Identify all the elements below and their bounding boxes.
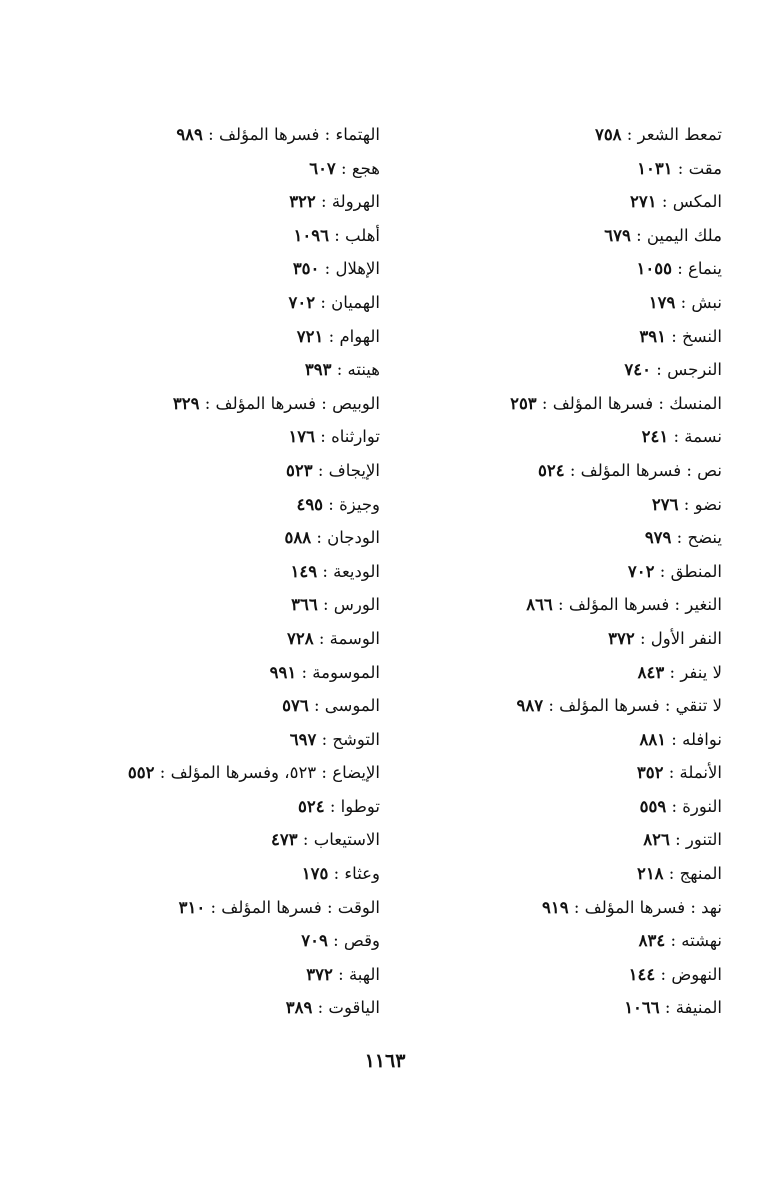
index-entry [40, 219, 380, 253]
entry-page: ٤٧٣ [271, 830, 298, 850]
entry-term: المنهج : [668, 864, 722, 884]
entry-term: المنيفة : [664, 998, 722, 1018]
index-entry [392, 891, 722, 925]
index-entry [392, 320, 722, 354]
index-entry [40, 790, 380, 824]
index-entry [392, 521, 722, 555]
entry-term: المكس : [661, 192, 722, 212]
entry-page: ٣٧٢ [306, 964, 333, 984]
index-entry [392, 152, 722, 186]
entry-term: الإهلال : [324, 259, 380, 279]
entry-page: ٥٥٩ [639, 796, 667, 816]
index-entry [40, 286, 380, 320]
entry-page: ٩٩١ [269, 662, 297, 682]
index-entry [392, 823, 722, 857]
index-entry [392, 924, 722, 958]
entry-page: ١٠٦٦ [624, 998, 660, 1018]
index-entry [40, 185, 380, 219]
entry-page: ٥٢٣ [285, 460, 313, 480]
entry-term: الودجان : [316, 528, 380, 548]
entry-term: ملك اليمين : [636, 225, 722, 245]
entry-page: ١٤٩ [290, 561, 318, 581]
index-entry [392, 387, 722, 421]
index-entry [392, 219, 722, 253]
entry-page: ٤٩٥ [296, 494, 324, 514]
entry-term: نسمة : [673, 427, 722, 447]
index-entry [40, 353, 380, 387]
entry-term: وقص : [333, 931, 380, 951]
entry-page: ٨٨١ [639, 729, 667, 749]
entry-term: التنور : [675, 830, 722, 850]
index-column-right [392, 118, 722, 1025]
entry-term: الورس : [322, 595, 380, 615]
entry-term: هينته : [336, 360, 380, 380]
index-entry [40, 756, 380, 790]
entry-page: ٦٠٧ [309, 158, 336, 178]
index-entry [392, 991, 722, 1025]
index-entry [40, 656, 380, 690]
entry-page: ٦٧٩ [604, 225, 631, 245]
index-entry [40, 521, 380, 555]
entry-page: ٣٧٢ [608, 628, 635, 648]
entry-page: ٩٨٧ [516, 696, 544, 716]
entry-term: الأنملة : [668, 763, 722, 783]
entry-term: التوشح : [321, 729, 380, 749]
entry-page: ٧٠٩ [301, 931, 328, 951]
entry-page: ١٧٦ [288, 427, 316, 447]
index-entry [40, 588, 380, 622]
index-entry [40, 723, 380, 757]
entry-page: ١٠٩٦ [293, 225, 329, 245]
entry-page: ٧٤٠ [624, 360, 652, 380]
entry-page: ٢٧١ [630, 192, 657, 212]
index-entry [40, 622, 380, 656]
entry-term: الاستيعاب : [302, 830, 380, 850]
entry-page: ٧٢٨ [287, 628, 314, 648]
index-entry [392, 857, 722, 891]
entry-page: ١٠٣١ [637, 158, 673, 178]
index-entry [40, 991, 380, 1025]
page-number: ١١٦٣ [364, 1050, 406, 1072]
entry-term: نهد : فسرها المؤلف : [573, 897, 722, 917]
index-entry [40, 958, 380, 992]
entry-term: توارثناه : [320, 427, 380, 447]
entry-page: ٥٢٤ [538, 460, 565, 480]
index-entry [392, 958, 722, 992]
entry-page: ١٠٥٥ [636, 259, 672, 279]
index-entry [40, 689, 380, 723]
entry-page: ٥٧٦ [282, 696, 309, 716]
index-entry [392, 555, 722, 589]
entry-term: المنسك : فسرها المؤلف : [541, 393, 722, 413]
entry-page: ٣٢٩ [172, 393, 200, 413]
entry-term: لا ينفر : [669, 662, 722, 682]
entry-term: أهلب : [334, 225, 380, 245]
entry-page: ٣٨٩ [285, 998, 313, 1018]
entry-term: المنطق : [659, 561, 722, 581]
entry-page: ٩١٩ [541, 897, 569, 917]
index-entry [392, 488, 722, 522]
entry-page: ٢٤١ [641, 427, 669, 447]
entry-term: مقت : [677, 158, 722, 178]
entry-term: الهرولة : [321, 192, 380, 212]
entry-term: هجع : [341, 158, 380, 178]
entry-page: ٧٢١ [296, 326, 324, 346]
entry-term: الوبيص : فسرها المؤلف : [204, 393, 380, 413]
index-entry [40, 857, 380, 891]
index-entry [40, 320, 380, 354]
entry-term: الوديعة : [322, 561, 380, 581]
index-entry [392, 622, 722, 656]
entry-term: لا تنقي : فسرها المؤلف : [548, 696, 722, 716]
entry-term: تمعط الشعر : [626, 125, 722, 144]
index-entry [40, 891, 380, 925]
entry-page: ٥٢٤ [297, 796, 325, 816]
entry-term: الوسمة : [318, 628, 380, 648]
entry-page: ٧٠٢ [288, 292, 316, 312]
index-entry [40, 823, 380, 857]
index-entry [40, 555, 380, 589]
entry-page: ٣٢٢ [289, 192, 316, 212]
index-entry [40, 454, 380, 488]
entry-page: ٩٧٩ [644, 528, 672, 548]
entry-term: النفر الأول : [639, 628, 722, 648]
entry-page: ٣٥٠ [292, 259, 320, 279]
entry-page: ٨٦٦ [526, 595, 553, 615]
entry-term: النسخ : [671, 326, 722, 346]
entry-term: الياقوت : [317, 998, 380, 1018]
entry-page: ٩٨٩ [176, 125, 203, 144]
index-entry [392, 790, 722, 824]
index-entry [392, 420, 722, 454]
index-column-left [40, 118, 380, 1025]
entry-page: ١٤٤ [628, 964, 656, 984]
entry-term: نص : فسرها المؤلف : [569, 460, 722, 480]
entry-term: النرجس : [656, 360, 722, 380]
entry-page: ٨٤٣ [637, 662, 665, 682]
index-entry [392, 588, 722, 622]
entry-term: النغير : فسرها المؤلف : [558, 595, 722, 615]
entry-page: ٣٦٦ [291, 595, 318, 615]
index-entry [392, 252, 722, 286]
entry-term: نوافله : [671, 729, 722, 749]
entry-term: الهبة : [338, 964, 380, 984]
entry-term: نبش : [680, 292, 722, 312]
entry-term: نضو : [683, 494, 722, 514]
entry-page: ٥٥٢ [127, 763, 155, 783]
index-entry [392, 353, 722, 387]
index-entry [392, 185, 722, 219]
entry-term: وجيزة : [328, 494, 380, 514]
index-entry [40, 118, 380, 152]
index-entry [392, 756, 722, 790]
index-entry [40, 387, 380, 421]
entry-term: الهميان : [320, 292, 380, 312]
entry-term: الهتماء : فسرها المؤلف : [208, 125, 380, 144]
entry-term: الوقت : فسرها المؤلف : [210, 897, 380, 917]
entry-page: ٢١٨ [636, 864, 664, 884]
entry-page: ٣٥٢ [636, 763, 664, 783]
entry-page: ٢٥٣ [510, 393, 537, 413]
entry-term: ينضح : [676, 528, 722, 548]
entry-term: النهوض : [660, 964, 722, 984]
index-entry [40, 252, 380, 286]
entry-term: الموسى : [313, 696, 380, 716]
entry-page: ٨٢٦ [643, 830, 670, 850]
entry-term: توطوا : [329, 796, 380, 816]
entry-term: الإيجاف : [317, 460, 380, 480]
entry-page: ٧٥٨ [594, 125, 622, 144]
index-entry [392, 689, 722, 723]
index-entry [40, 420, 380, 454]
entry-page: ٥٨٨ [284, 528, 312, 548]
index-entry [392, 723, 722, 757]
index-entry [392, 454, 722, 488]
index-entry [40, 152, 380, 186]
index-entry [392, 118, 722, 152]
entry-term: الهوام : [328, 326, 380, 346]
entry-page: ٢٧٦ [651, 494, 679, 514]
entry-page: ٨٣٤ [638, 931, 666, 951]
entry-term: الموسومة : [301, 662, 380, 682]
entry-term: وعثاء : [333, 864, 380, 884]
entry-page: ١٧٩ [648, 292, 676, 312]
entry-page: ٣٩٣ [304, 360, 332, 380]
entry-term: نهشته : [670, 931, 722, 951]
index-entry [40, 488, 380, 522]
index-entry [40, 924, 380, 958]
entry-term: الإيضاع : ٥٢٣، وفسرها المؤلف : [159, 763, 380, 783]
entry-term: ينماع : [677, 259, 722, 279]
entry-page: ١٧٥ [301, 864, 329, 884]
entry-term: النورة : [671, 796, 722, 816]
entry-page: ٦٩٧ [289, 729, 317, 749]
index-entry [392, 286, 722, 320]
entry-page: ٣٩١ [639, 326, 666, 346]
entry-page: ٣١٠ [178, 897, 206, 917]
entry-page: ٧٠٢ [627, 561, 655, 581]
index-entry [392, 656, 722, 690]
